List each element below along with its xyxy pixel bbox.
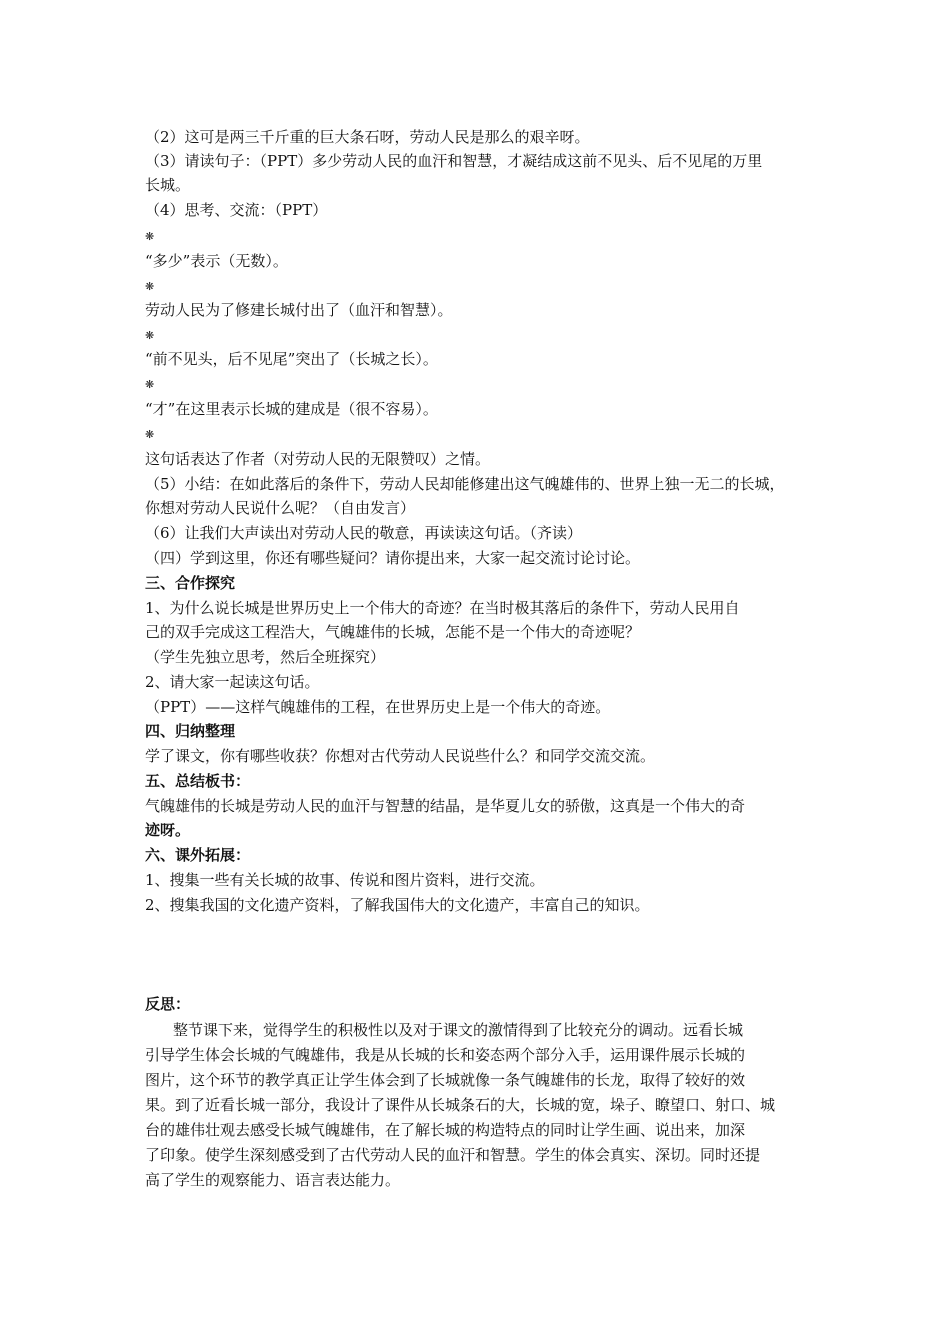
reflection-line: 高了学生的观察能力、语言表达能力。 [145, 1171, 401, 1189]
section-heading: 五、总结板书： [145, 772, 251, 790]
text-line: 你想对劳动人民说什么呢？（自由发言） [145, 499, 416, 517]
reflection-line: 了印象。使学生深刻感受到了古代劳动人民的血汗和智慧。学生的体会真实、深切。同时还提 [145, 1146, 761, 1164]
text-line: “才”在这里表示长城的建成是（很不容易）。 [145, 400, 438, 418]
text-line: 己的双手完成这工程浩大，气魄雄伟的长城，怎能不是一个伟大的奇迹呢？ [145, 623, 641, 641]
bullet-icon: ❋ [145, 428, 155, 441]
reflection-heading: 反思： [145, 995, 191, 1013]
text-line: 劳动人民为了修建长城付出了（血汗和智慧）。 [145, 301, 453, 319]
section-heading: 三、合作探究 [145, 574, 236, 592]
reflection-line: 台的雄伟壮观去感受长城气魄雄伟，在了解长城的构造特点的同时让学生画、说出来，加深 [145, 1121, 746, 1139]
text-line: 2、请大家一起读这句话。 [145, 673, 320, 691]
text-line: （四）学到这里，你还有哪些疑问？请你提出来，大家一起交流讨论讨论。 [145, 549, 641, 567]
text-line: （2）这可是两三千斤重的巨大条石呀，劳动人民是那么的艰辛呀。 [145, 128, 590, 146]
text-line: “多少”表示（无数）。 [145, 252, 288, 270]
text-line: 学了课文，你有哪些收获？你想对古代劳动人民说些什么？和同学交流交流。 [145, 747, 656, 765]
reflection-line: 图片，这个环节的教学真正让学生体会到了长城就像一条气魄雄伟的长龙，取得了较好的效 [145, 1071, 746, 1089]
bullet-icon: ❋ [145, 230, 155, 243]
section-heading: 六、课外拓展： [145, 846, 251, 864]
reflection-line: 果。到了近看长城一部分，我设计了课件从长城条石的大，长城的宽，垛子、瞭望口、射口、城 [145, 1096, 776, 1114]
text-line: 长城。 [145, 176, 191, 194]
text-line: 气魄雄伟的长城是劳动人民的血汗与智慧的结晶，是华夏儿女的骄傲，这真是一个伟大的奇 [145, 797, 746, 815]
text-line: 迹呀。 [145, 821, 191, 839]
bullet-icon: ❋ [145, 378, 155, 391]
bullet-icon: ❋ [145, 329, 155, 342]
section-heading: 四、归纳整理 [145, 722, 236, 740]
text-line: 1、搜集一些有关长城的故事、传说和图片资料，进行交流。 [145, 871, 545, 889]
reflection-line: 引导学生体会长城的气魄雄伟，我是从长城的长和姿态两个部分入手，运用课件展示长城的 [145, 1046, 746, 1064]
text-line: 这句话表达了作者（对劳动人民的无限赞叹）之情。 [145, 450, 491, 468]
bullet-icon: ❋ [145, 280, 155, 293]
text-line: （3）请读句子：（PPT）多少劳动人民的血汗和智慧，才凝结成这前不见头、后不见尾的万里 [145, 152, 763, 170]
text-line: 2、搜集我国的文化遗产资料，了解我国伟大的文化遗产，丰富自己的知识。 [145, 896, 650, 914]
text-line: “前不见头，后不见尾”突出了（长城之长）。 [145, 350, 438, 368]
text-line: （学生先独立思考，然后全班探究） [145, 648, 386, 666]
text-line: 1、为什么说长城是世界历史上一个伟大的奇迹？在当时极其落后的条件下，劳动人民用自 [145, 599, 740, 617]
text-line: （6）让我们大声读出对劳动人民的敬意，再读读这句话。（齐读） [145, 524, 583, 542]
reflection-line: 整节课下来，觉得学生的积极性以及对于课文的激情得到了比较充分的调动。远看长城 [173, 1021, 744, 1039]
text-line: （5）小结：在如此落后的条件下，劳动人民却能修建出这气魄雄伟的、世界上独一无二的长城， [145, 475, 785, 493]
text-line: （4）思考、交流：（PPT） [145, 201, 328, 219]
text-line: （PPT）——这样气魄雄伟的工程，在世界历史上是一个伟大的奇迹。 [145, 698, 611, 716]
